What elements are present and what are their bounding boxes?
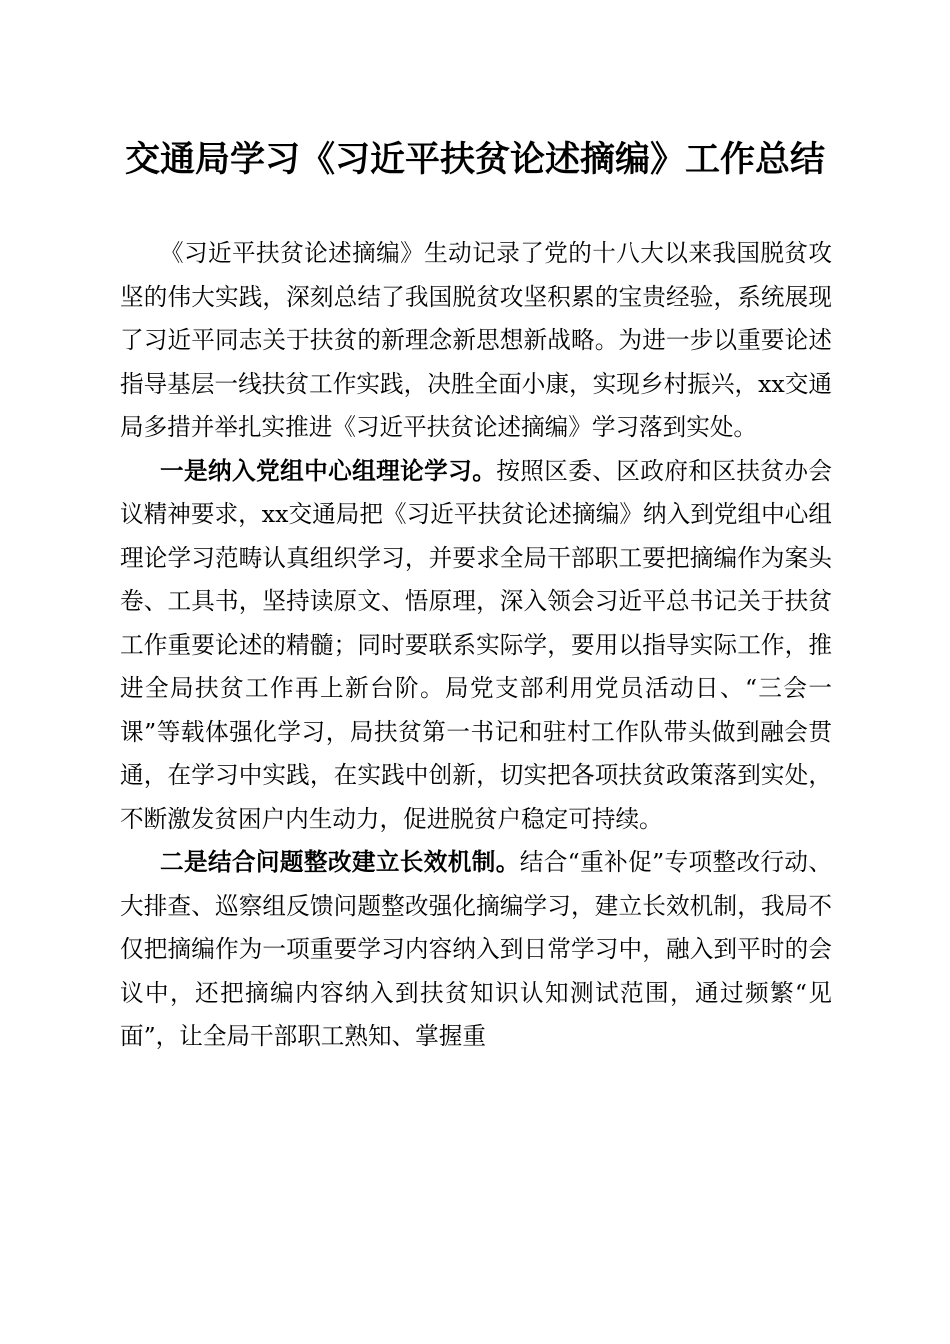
paragraph-intro (120, 232, 832, 450)
document-body (120, 232, 832, 1059)
document-title: 交通局学习《习近平扶贫论述摘编》工作总结 (124, 139, 825, 180)
paragraph-point-one (120, 450, 832, 842)
paragraph-lead: 一是纳入党组中心组理论学习。 (160, 456, 497, 485)
paragraph-text: 按照区委、区政府和区扶贫办会议精神要求，xx交通局把《习近平扶贫论述摘编》纳入到党组中心组理论学习范畴认真组织学习，并要求全局干部职工要把摘编作为案头卷、工具书，坚持读原文、悟原理，深入领会习近平总书记关于扶贫工作重要论述的精髓；同时要联系实际学，要用以指导实际工作，推进全局扶贫工作再上新台阶。局党支部利用党员活动日、“三会一课”等载体强化学习，局扶贫第一书记和驻村工作队带头做到融会贯通，在学习中实践，在实践中创新，切实把各项扶贫政策落到实处，不断激发贫困户内生动力，促进脱贫户稳定可持续。 (120, 456, 833, 833)
paragraph-lead: 二是结合问题整改建立长效机制。 (160, 848, 520, 876)
paragraph-text: 《习近平扶贫论述摘编》生动记录了党的十八大以来我国脱贫攻坚的伟大实践，深刻总结了我国脱贫攻坚积累的宝贵经验，系统展现了习近平同志关于扶贫的新理念新思想新战略。为进一步以重要论述指导基层一线扶贫工作实践，决胜全面小康，实现乡村振兴，xx交通局多措并举扎实推进《习近平扶贫论述摘编》学习落到实处。 (120, 239, 832, 441)
paragraph-text: 结合“重补促”专项整改行动、大排查、巡察组反馈问题整改强化摘编学习，建立长效机制，我局不仅把摘编作为一项重要学习内容纳入到日常学习中，融入到平时的会议中，还把摘编内容纳入到扶贫知识认知测试范围，通过频繁“见面”，让全局干部职工熟知、掌握重 (120, 848, 833, 1050)
paragraph-point-two (120, 841, 832, 1059)
